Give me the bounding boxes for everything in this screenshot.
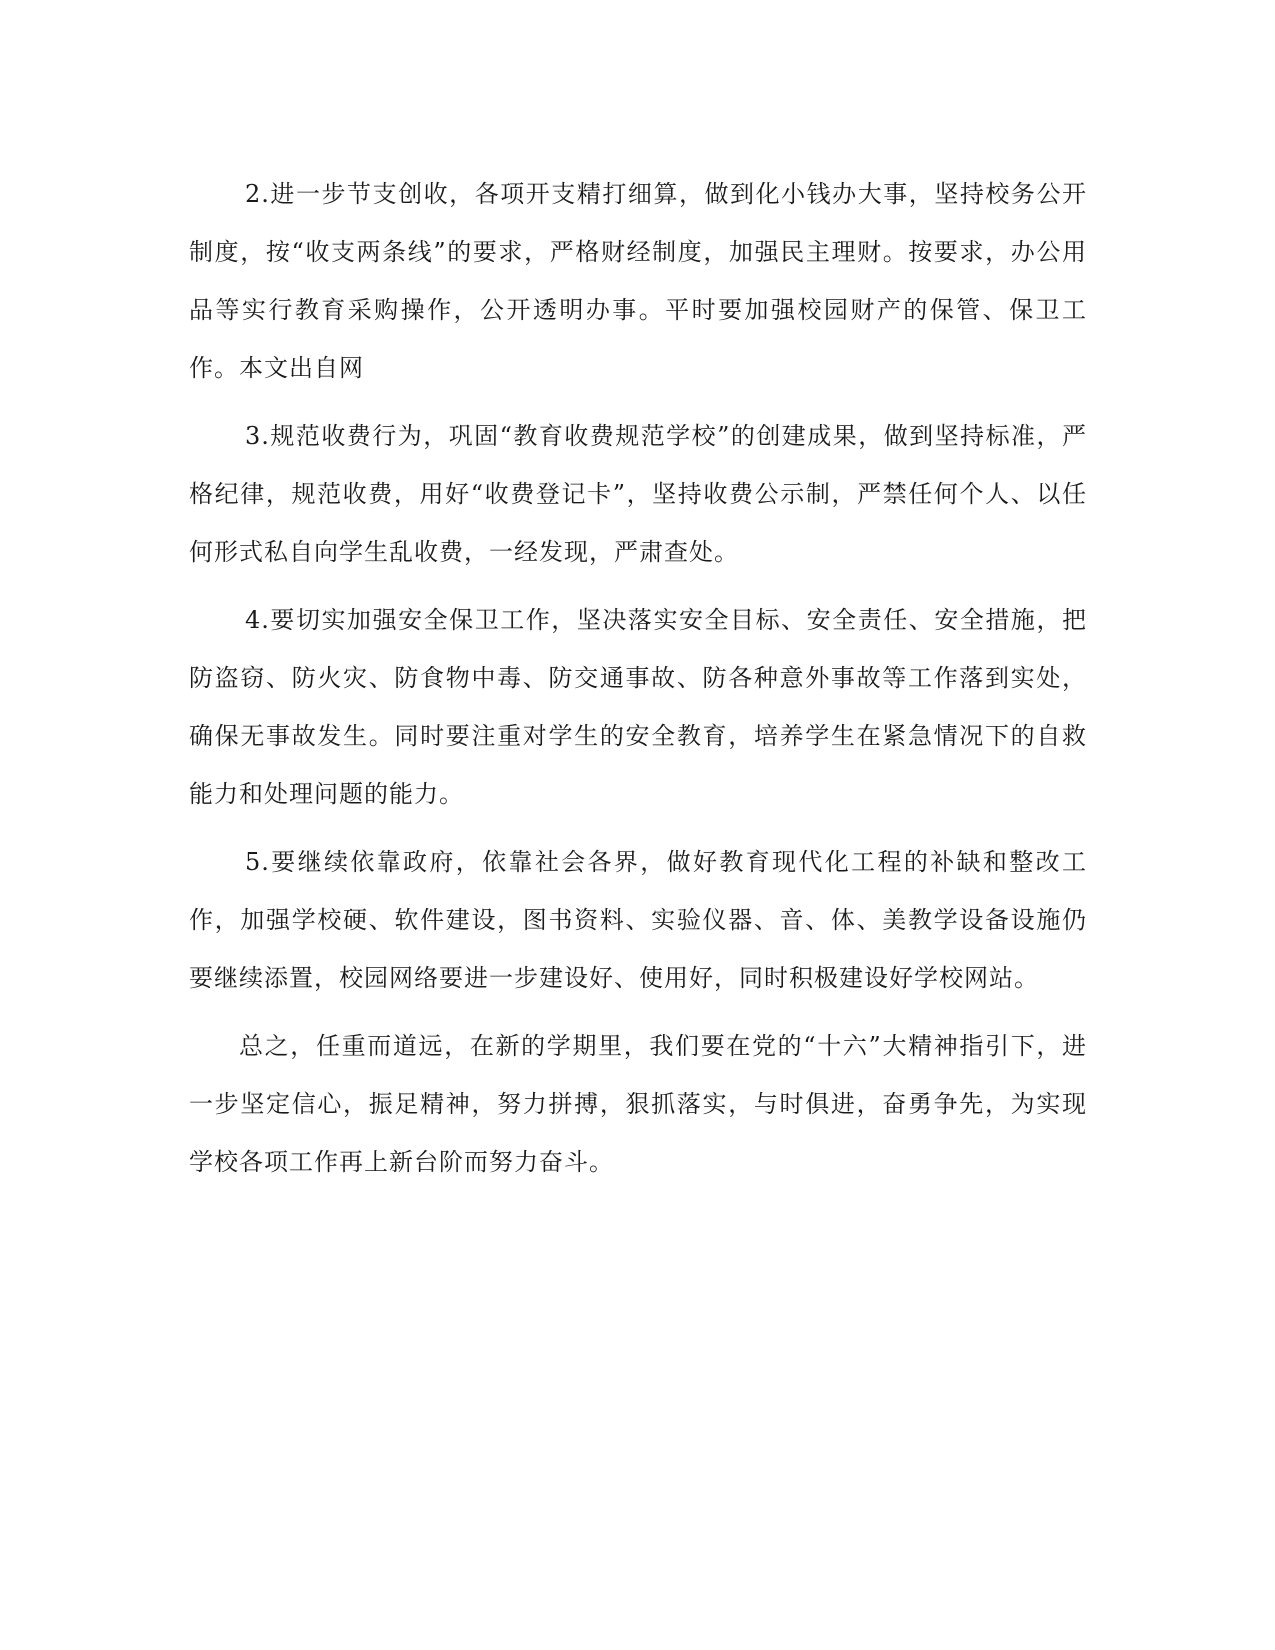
paragraph-item-4: 4.要切实加强安全保卫工作，坚决落实安全目标、安全责任、安全措施，把防盗窃、防火灾、防食物中毒、防交通事故、防各种意外事故等工作落到实处，确保无事故发生。同时要注重对学生的安全教育，培养学生在紧急情况下的自救能力和处理问题的能力。 [189,606,1087,808]
document-body [189,165,1087,1201]
paragraph-item-3: 3.规范收费行为，巩固“教育收费规范学校”的创建成果，做到坚持标准，严格纪律，规范收费，用好“收费登记卡”，坚持收费公示制，严禁任何个人、以任何形式私自向学生乱收费，一经发现，严肃查处。 [189,422,1087,566]
paragraph-item-5: 5.要继续依靠政府，依靠社会各界，做好教育现代化工程的补缺和整改工作，加强学校硬、软件建设，图书资料、实验仪器、音、体、美教学设备设施仍要继续添置，校园网络要进一步建设好、使用好，同时积极建设好学校网站。 [189,848,1087,992]
paragraph-conclusion: 总之，任重而道远，在新的学期里，我们要在党的“十六”大精神指引下，进一步坚定信心，振足精神，努力拼搏，狠抓落实，与时俱进，奋勇争先，为实现学校各项工作再上新台阶而努力奋斗。 [189,1032,1087,1176]
paragraph-item-2: 2.进一步节支创收，各项开支精打细算，做到化小钱办大事，坚持校务公开制度，按“收支两条线”的要求，严格财经制度，加强民主理财。按要求，办公用品等实行教育采购操作，公开透明办事。平时要加强校园财产的保管、保卫工作。本文出自网 [189,180,1087,382]
